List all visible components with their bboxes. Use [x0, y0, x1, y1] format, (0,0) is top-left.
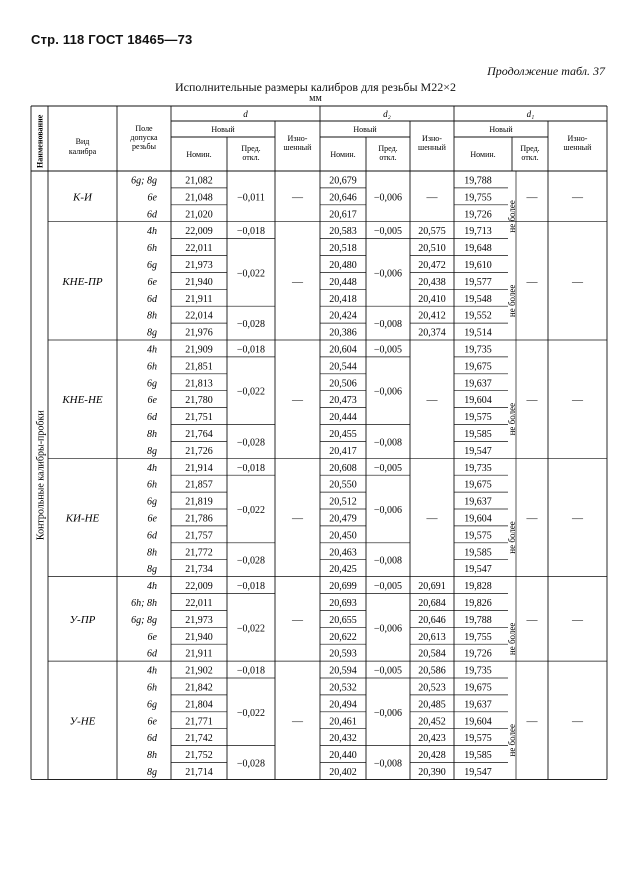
- col-dev-header: откл.: [242, 153, 260, 162]
- d1-nominal: 19,577: [464, 276, 492, 288]
- d2-nominal: 20,646: [329, 192, 357, 204]
- worn-dash: —: [292, 715, 303, 728]
- d1-nominal: 19,735: [464, 665, 492, 677]
- d1-nominal: 19,755: [464, 192, 492, 204]
- tolerance-field: 4h: [147, 462, 157, 474]
- deviation-value: −0,018: [236, 462, 266, 474]
- d1-nominal: 19,637: [464, 496, 492, 508]
- tolerance-field: 6e: [147, 276, 157, 288]
- d2-nominal: 20,693: [329, 597, 357, 609]
- d1-nominal: 19,604: [464, 716, 492, 728]
- d-nominal: 21,973: [185, 614, 213, 626]
- tolerance-field: 4h: [147, 581, 157, 593]
- d2-nominal: 20,450: [329, 530, 357, 542]
- col-worn-header: шенный: [418, 143, 446, 152]
- tolerance-field: 8h: [147, 310, 157, 322]
- deviation-value: −0,006: [373, 386, 403, 398]
- col-worn-header: Изно-: [422, 134, 442, 143]
- d-nominal: 21,973: [185, 259, 213, 271]
- d1-nominal: 19,637: [464, 378, 492, 390]
- d-nominal: 21,020: [185, 209, 213, 221]
- tolerance-field: 6g; 8g: [131, 175, 157, 187]
- deviation-value: −0,011: [237, 192, 265, 204]
- d-nominal: 22,011: [185, 243, 213, 255]
- worn-dash: —: [292, 613, 303, 626]
- d-nominal: 21,772: [185, 547, 213, 559]
- deviation-value: −0,022: [236, 707, 266, 719]
- col-dev-header: Пред.: [241, 144, 261, 153]
- table-unit: мм: [309, 93, 322, 104]
- d2-nominal: 20,608: [329, 462, 357, 474]
- d2-nominal: 20,418: [329, 293, 357, 305]
- col-worn-header: шенный: [283, 143, 312, 152]
- d-nominal: 21,786: [185, 513, 213, 525]
- d-nominal: 21,764: [185, 428, 213, 440]
- d-nominal: 21,976: [185, 327, 213, 339]
- deviation-value: −0,028: [236, 437, 266, 449]
- d1-nominal: 19,585: [464, 547, 492, 559]
- d2-worn-dash: —: [426, 512, 438, 525]
- d2-worn: 20,646: [418, 614, 446, 626]
- d2-worn: 20,523: [418, 682, 446, 694]
- d2-nominal: 20,604: [329, 344, 357, 356]
- tolerance-field: 6d: [147, 209, 157, 221]
- deviation-value: −0,008: [373, 437, 403, 449]
- deviation-value: −0,006: [373, 623, 403, 635]
- deviation-value: −0,005: [373, 665, 403, 677]
- tolerance-field: 4h: [147, 665, 157, 677]
- deviation-value: −0,005: [373, 226, 403, 238]
- d2-worn: 20,412: [418, 310, 446, 322]
- d1-nominal: 19,547: [464, 445, 492, 457]
- tolerance-field: 4h: [147, 226, 157, 238]
- d-nominal: 21,780: [185, 395, 213, 407]
- d1-nominal: 19,675: [464, 682, 492, 694]
- not-more-label: не более: [507, 521, 517, 554]
- tolerance-field: 6e: [147, 716, 157, 728]
- tolerance-field: 6h; 8h: [131, 597, 157, 609]
- d1-nominal: 19,735: [464, 462, 492, 474]
- deviation-value: −0,028: [236, 319, 266, 331]
- d1-dev-dash: —: [526, 613, 538, 626]
- deviation-value: −0,028: [236, 758, 266, 770]
- calibre-kind: У-ПР: [69, 613, 96, 626]
- page-header: Стр. 118 ГОСТ 18465—73: [31, 32, 193, 47]
- d-nominal: 21,804: [185, 699, 213, 711]
- tolerance-field: 8h: [147, 547, 157, 559]
- worn-dash: —: [292, 191, 303, 204]
- d-nominal: 21,857: [185, 479, 213, 491]
- tolerance-field: 6d: [147, 648, 157, 660]
- not-more-label: не более: [507, 723, 517, 757]
- col-nom-header: Номин.: [470, 150, 496, 159]
- d-nominal: 21,909: [185, 344, 213, 356]
- d1-nominal: 19,826: [464, 597, 492, 609]
- col-new-header: Новый: [489, 125, 513, 134]
- d1-nominal: 19,726: [464, 648, 492, 660]
- d2-worn-dash: —: [426, 394, 438, 407]
- not-more-label: не более: [507, 622, 517, 656]
- d2-worn: 20,586: [418, 665, 446, 677]
- d-nominal: 22,014: [185, 310, 213, 322]
- deviation-value: −0,022: [236, 623, 266, 635]
- d2-nominal: 20,494: [329, 699, 357, 711]
- table-title: Исполнительные размеры калибров для резьбы М22×2: [175, 80, 456, 94]
- d2-nominal: 20,455: [329, 428, 357, 440]
- d1-nominal: 19,548: [464, 293, 492, 305]
- col-worn-header: шенный: [563, 143, 592, 152]
- d-nominal: 21,911: [185, 648, 213, 660]
- tolerance-field: 6d: [147, 293, 157, 305]
- col-kind-header: Вид: [75, 137, 90, 146]
- d-nominal: 21,048: [185, 192, 213, 204]
- worn-dash: —: [292, 394, 303, 407]
- d1-nominal: 19,547: [464, 766, 492, 778]
- d-nominal: 21,911: [185, 293, 213, 305]
- d-nominal: 21,851: [185, 361, 213, 373]
- d1-nominal: 19,637: [464, 699, 492, 711]
- d-nominal: 21,940: [185, 276, 213, 288]
- d2-nominal: 20,679: [329, 175, 357, 187]
- deviation-value: −0,008: [373, 555, 403, 567]
- deviation-value: −0,018: [236, 344, 266, 356]
- tolerance-field: 6e: [147, 631, 157, 643]
- d2-nominal: 20,699: [329, 581, 357, 593]
- deviation-value: −0,005: [373, 462, 403, 474]
- d2-worn: 20,584: [418, 648, 446, 660]
- d2-nominal: 20,594: [329, 665, 357, 677]
- col-nom-header: Номин.: [330, 150, 356, 159]
- tolerance-field: 8g: [147, 327, 157, 339]
- table-continuation-note: Продолжение табл. 37: [487, 64, 605, 78]
- d1-worn-dash: —: [572, 613, 583, 626]
- d1-nominal: 19,604: [464, 395, 492, 407]
- d2-nominal: 20,583: [329, 226, 357, 238]
- d-nominal: 21,734: [185, 564, 213, 576]
- tolerance-field: 6h: [147, 479, 157, 491]
- d1-nominal: 19,675: [464, 479, 492, 491]
- col-nom-header: Номин.: [186, 150, 212, 159]
- calibre-kind: КИ-НЕ: [65, 512, 100, 525]
- d-nominal: 22,009: [185, 226, 213, 238]
- d-nominal: 22,009: [185, 581, 213, 593]
- d2-worn: 20,390: [418, 766, 446, 778]
- calibre-kind: У-НЕ: [69, 715, 96, 728]
- deviation-value: −0,006: [373, 505, 403, 516]
- d2-nominal: 20,417: [329, 445, 357, 457]
- d2-worn: 20,374: [418, 327, 446, 339]
- d2-worn: 20,684: [418, 597, 446, 609]
- d2-nominal: 20,440: [329, 750, 357, 762]
- d2-nominal: 20,655: [329, 614, 357, 626]
- tolerance-field: 6g; 8g: [131, 614, 157, 626]
- d2-worn-dash: —: [426, 191, 438, 204]
- d2-nominal: 20,473: [329, 395, 357, 407]
- d1-dev-dash: —: [526, 191, 538, 204]
- d1-dev-dash: —: [526, 394, 538, 407]
- d1-nominal: 19,788: [464, 175, 492, 187]
- tolerance-field: 6g: [147, 378, 157, 390]
- deviation-value: −0,006: [373, 268, 403, 280]
- tolerance-field: 6h: [147, 361, 157, 373]
- col-dev-header: Пред.: [520, 144, 540, 153]
- deviation-value: −0,018: [236, 581, 266, 593]
- d2-worn: 20,472: [418, 259, 446, 271]
- d-nominal: 22,011: [185, 597, 213, 609]
- col-dev-header: откл.: [379, 153, 397, 162]
- deviation-value: −0,018: [236, 665, 266, 677]
- d1-nominal: 19,713: [464, 226, 492, 238]
- tolerance-field: 8g: [147, 766, 157, 778]
- tolerance-field: 6h: [147, 243, 157, 255]
- deviation-value: −0,005: [373, 581, 403, 593]
- d1-nominal: 19,828: [464, 581, 492, 593]
- d2-nominal: 20,444: [329, 412, 357, 424]
- d-nominal: 21,914: [185, 462, 213, 474]
- deviation-value: −0,008: [373, 319, 403, 331]
- deviation-value: −0,006: [373, 707, 403, 719]
- d2-worn: 20,410: [418, 293, 446, 305]
- d1-nominal: 19,610: [464, 259, 492, 271]
- d1-nominal: 19,675: [464, 361, 492, 373]
- d2-nominal: 20,506: [329, 378, 357, 390]
- d-nominal: 21,082: [185, 175, 213, 187]
- d2-worn: 20,423: [418, 733, 446, 745]
- d1-dev-dash: —: [526, 512, 538, 525]
- tolerance-field: 6d: [147, 733, 157, 745]
- d2-nominal: 20,550: [329, 479, 357, 491]
- d2-nominal: 20,480: [329, 259, 357, 271]
- d1-nominal: 19,547: [464, 564, 492, 576]
- tolerance-field: 6h: [147, 682, 157, 694]
- d-nominal: 21,752: [185, 750, 213, 762]
- d1-nominal: 19,552: [464, 310, 492, 322]
- tolerance-field: 6g: [147, 259, 157, 271]
- d1-nominal: 19,514: [464, 327, 492, 339]
- deviation-value: −0,006: [373, 192, 403, 204]
- col-new-header: Новый: [211, 125, 235, 134]
- d2-nominal: 20,593: [329, 648, 357, 660]
- d1-nominal: 19,755: [464, 631, 492, 643]
- d2-nominal: 20,512: [329, 496, 357, 508]
- tolerance-field: 6d: [147, 412, 157, 424]
- d-nominal: 21,819: [185, 496, 213, 508]
- col-tol-header: резьбы: [132, 142, 156, 151]
- d1-nominal: 19,585: [464, 428, 492, 440]
- d1-nominal: 19,735: [464, 344, 492, 356]
- d2-nominal: 20,448: [329, 276, 357, 288]
- d2-worn: 20,575: [418, 226, 446, 238]
- col-tol-header: Поле: [135, 124, 153, 133]
- d-nominal: 21,813: [185, 378, 213, 390]
- col-dev-header: откл.: [521, 153, 539, 162]
- d2-worn: 20,485: [418, 699, 446, 711]
- d1-worn-dash: —: [572, 191, 583, 204]
- tolerance-field: 8h: [147, 428, 157, 440]
- deviation-value: −0,022: [236, 268, 266, 280]
- d2-nominal: 20,432: [329, 733, 357, 745]
- d-nominal: 21,726: [185, 445, 213, 457]
- calibre-kind: КНЕ-НЕ: [62, 394, 103, 407]
- d-nominal: 21,714: [185, 766, 213, 778]
- d1-nominal: 19,648: [464, 243, 492, 255]
- d-nominal: 21,742: [185, 733, 213, 745]
- d2-nominal: 20,425: [329, 564, 357, 576]
- d2-nominal: 20,544: [329, 361, 357, 373]
- d1-worn-dash: —: [572, 512, 583, 525]
- col-kind-header: калибра: [68, 147, 97, 156]
- d1-worn-dash: —: [572, 394, 583, 407]
- d-nominal: 21,902: [185, 665, 213, 677]
- d-nominal: 21,771: [185, 716, 213, 728]
- deviation-value: −0,022: [236, 386, 266, 398]
- tolerance-field: 6g: [147, 496, 157, 508]
- worn-dash: —: [292, 275, 303, 288]
- d-nominal: 21,757: [185, 530, 213, 542]
- d1-nominal: 19,575: [464, 530, 492, 542]
- d2-nominal: 20,424: [329, 310, 357, 322]
- calibre-kind: КНЕ-ПР: [62, 275, 103, 288]
- col-d1-header: d₁: [526, 109, 535, 119]
- d1-dev-dash: —: [526, 715, 538, 728]
- not-more-label: не более: [507, 402, 517, 436]
- tolerance-field: 6e: [147, 395, 157, 407]
- col-d-header: d: [243, 109, 248, 119]
- tolerance-field: 8g: [147, 445, 157, 457]
- calibre-kind: К-И: [73, 191, 92, 204]
- col-dev-header: Пред.: [378, 144, 398, 153]
- d1-nominal: 19,575: [464, 733, 492, 745]
- tolerance-field: 6d: [147, 530, 157, 542]
- d2-nominal: 20,386: [329, 327, 357, 339]
- col-worn-header: Изно-: [567, 134, 588, 143]
- deviation-value: −0,022: [236, 505, 266, 516]
- d-nominal: 21,751: [185, 412, 213, 424]
- d2-nominal: 20,518: [329, 243, 357, 255]
- not-more-label: не более: [507, 284, 517, 318]
- group-label: Контрольные калибры-пробки: [35, 410, 47, 541]
- d2-nominal: 20,622: [329, 631, 357, 643]
- d1-nominal: 19,726: [464, 209, 492, 221]
- deviation-value: −0,028: [236, 555, 266, 567]
- col-d2-header: d₂: [383, 109, 391, 119]
- d1-nominal: 19,788: [464, 614, 492, 626]
- d2-nominal: 20,532: [329, 682, 357, 694]
- worn-dash: —: [292, 512, 303, 525]
- d2-worn: 20,510: [418, 243, 446, 255]
- tolerance-field: 6g: [147, 699, 157, 711]
- d2-worn: 20,428: [418, 750, 446, 762]
- d1-worn-dash: —: [572, 715, 583, 728]
- d2-nominal: 20,402: [329, 766, 357, 778]
- d1-dev-dash: —: [526, 275, 538, 288]
- d1-nominal: 19,585: [464, 750, 492, 762]
- deviation-value: −0,005: [373, 344, 403, 356]
- col-tol-header: допуска: [130, 133, 158, 142]
- d2-worn: 20,691: [418, 581, 446, 593]
- col-new-header: Новый: [353, 125, 377, 134]
- d2-worn: 20,452: [418, 716, 446, 728]
- col-name-header: Наименование: [35, 114, 45, 168]
- deviation-value: −0,008: [373, 758, 403, 770]
- d2-nominal: 20,461: [329, 716, 357, 728]
- tolerance-field: 8g: [147, 564, 157, 576]
- d1-nominal: 19,604: [464, 513, 492, 525]
- d2-worn: 20,438: [418, 276, 446, 288]
- col-worn-header: Изно-: [287, 134, 308, 143]
- tolerance-field: 4h: [147, 344, 157, 356]
- d2-nominal: 20,463: [329, 547, 357, 559]
- not-more-label: не более: [507, 200, 517, 233]
- deviation-value: −0,018: [236, 226, 266, 238]
- d2-nominal: 20,479: [329, 513, 357, 525]
- d1-worn-dash: —: [572, 275, 583, 288]
- tolerance-field: 6e: [147, 513, 157, 525]
- d-nominal: 21,940: [185, 631, 213, 643]
- tolerance-field: 8h: [147, 750, 157, 762]
- d-nominal: 21,842: [185, 682, 213, 694]
- d1-nominal: 19,575: [464, 412, 492, 424]
- d2-worn: 20,613: [418, 631, 446, 643]
- d2-nominal: 20,617: [329, 209, 357, 221]
- tolerance-field: 6e: [147, 192, 157, 204]
